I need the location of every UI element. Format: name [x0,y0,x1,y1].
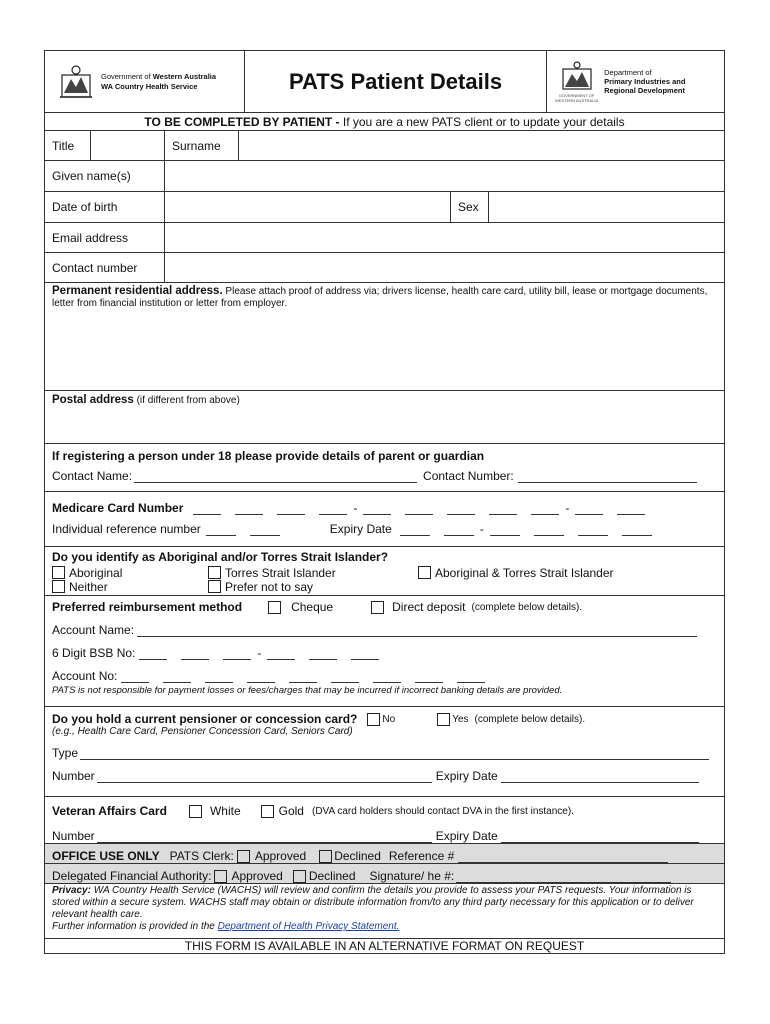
signature-field[interactable] [456,872,671,883]
delegated-label: Delegated Financial Authority: [52,869,212,883]
pension-number-label: Number [52,769,95,783]
pension-yes-checkbox[interactable] [437,713,450,726]
neither-opt: Neither [69,580,108,594]
title-surname-row [45,131,724,161]
contact-label: Contact number [52,260,138,275]
residential-address-section[interactable] [45,283,724,391]
banner-text: If you are a new PATS client or to update your details [339,114,625,129]
postal-label: Postal address [52,394,134,406]
dept-line-3: Regional Development [604,86,685,95]
reimbursement-label: Preferred reimbursement method [52,600,243,614]
direct-deposit-note: (complete below details). [471,601,583,613]
account-name-field[interactable] [137,626,697,637]
signature-label: Signature/ he #: [369,869,455,883]
banner-bold: TO BE COMPLETED BY PATIENT - [144,114,340,129]
medicare-label: Medicare Card Number [52,501,184,515]
veteran-section [45,797,724,844]
wa-crest-icon [59,63,93,101]
alt-format-footer: THIS FORM IS AVAILABLE IN AN ALTERNATIVE FORMAT ON REQUEST [184,939,585,953]
privacy-statement-link[interactable]: Department of Health Privacy Statement. [217,921,400,932]
guardian-number-label: Contact Number: [423,469,514,483]
delegated-approved-label: Approved [231,869,283,883]
guardian-section [45,444,724,492]
wa-gov-logo [45,51,245,112]
completion-banner [45,113,724,131]
pension-expiry-field[interactable] [501,772,699,783]
pension-type-field[interactable] [80,749,709,760]
dept-crest-icon [559,61,595,93]
guardian-heading: If registering a person under 18 please provide details of parent or guardian [52,449,485,463]
veteran-expiry-field[interactable] [501,832,699,843]
reimbursement-section: Preferred reimbursement method Cheque Direct deposit (complete below details). Account Name: 6 Digit BSB No: - Account No: PATS is not responsible for payment losses or fees/charges that may be incurred if incorrect banking details are provided. [45,596,724,707]
residential-note: Please attach proof of address via; drivers license, health care card, utility bill, lease or mortgage documents, letter from financial institution or letter from employer. [52,286,708,309]
delegated-approved-checkbox[interactable] [214,870,227,883]
email-label: Email address [52,230,129,245]
pats-form [44,50,725,954]
postal-note: (if different from above) [133,395,240,406]
pension-question: Do you hold a current pensioner or concession card? [52,712,358,726]
neither-checkbox[interactable] [52,580,65,593]
pension-type-label: Type [52,746,79,760]
delegated-declined-label: Declined [308,869,356,883]
prefer-not-checkbox[interactable] [208,580,221,593]
office-use-section [45,844,724,884]
gov-prefix: Government of [101,71,151,81]
account-no-label: Account No: [52,669,118,683]
both-opt: Aboriginal & Torres Strait Islander [435,566,614,580]
privacy-section [45,884,724,939]
dob-field[interactable] [165,192,451,222]
sex-label: Sex [458,200,479,214]
pension-yes-label: Yes [452,713,469,725]
dob-label: Date of birth [52,200,118,214]
residential-label: Permanent residential address. [52,285,223,297]
guardian-number-field[interactable] [518,472,697,483]
guardian-name-label: Contact Name: [52,469,133,483]
privacy-further: Further information is provided in the [52,921,215,932]
form-header [45,51,724,113]
aboriginal-checkbox[interactable] [52,566,65,579]
veteran-white-label: White [209,804,241,818]
reference-label: Reference # [388,849,455,863]
gov-bold: Western Australia [152,71,217,81]
veteran-gold-checkbox[interactable] [261,805,274,818]
title-field[interactable] [91,131,165,160]
office-use-label: OFFICE USE ONLY [52,849,160,863]
dob-row [45,192,724,223]
clerk-declined-label: Declined [334,849,381,863]
pension-yes-note: (complete below details). [474,713,586,725]
clerk-label: PATS Clerk: [169,849,234,863]
page-title: PATS Patient Details [288,68,503,94]
pension-expiry-label: Expiry Date [435,769,498,783]
surname-label: Surname [172,138,221,153]
veteran-white-checkbox[interactable] [189,805,202,818]
title-label: Title [52,138,75,153]
surname-field[interactable] [239,131,724,160]
privacy-label: Privacy: [52,885,91,896]
privacy-text: WA Country Health Service (WACHS) will review and confirm the details you provide to assess your PATS requests. Your information is stored within a secure system. WACHS staff may obtain or distribute information from/to any third party necessary for this application or to deliver relevant health care. [52,885,694,920]
bsb-label: 6 Digit BSB No: [52,646,136,660]
sex-field[interactable] [489,192,724,222]
dept-line-1: Department of [604,68,652,77]
pension-no-checkbox[interactable] [367,713,380,726]
pension-examples: (e.g., Health Care Card, Pensioner Concession Card, Seniors Card) [52,726,353,737]
given-name-label: Given name(s) [52,169,131,183]
pension-section [45,707,724,797]
account-name-label: Account Name: [52,623,135,637]
torres-opt: Torres Strait Islander [225,566,336,580]
pension-no-label: No [382,713,396,725]
clerk-declined-checkbox[interactable] [319,850,332,863]
medicare-ref-label: Individual reference number [52,522,201,536]
reference-field[interactable] [458,852,668,863]
postal-address-section[interactable] [45,391,724,444]
dept-small-2: WESTERN AUSTRALIA [555,97,599,103]
veteran-label: Veteran Affairs Card [52,804,167,818]
direct-deposit-checkbox[interactable] [371,601,384,614]
torres-checkbox[interactable] [208,566,221,579]
clerk-approved-label: Approved [254,849,307,863]
veteran-number-label: Number [52,829,95,843]
email-field[interactable] [165,223,724,252]
veteran-number-field[interactable] [97,832,432,843]
aboriginal-section [45,547,724,596]
delegated-declined-checkbox[interactable] [293,870,306,883]
medicare-section: Medicare Card Number - - Individual reference number Expiry Date - [45,492,724,547]
aboriginal-opt: Aboriginal [69,566,123,580]
prefer-not-opt: Prefer not to say [225,580,314,594]
dept-line-2: Primary Industries and [604,77,686,86]
veteran-gold-label: Gold [278,804,304,818]
veteran-expiry-label: Expiry Date [435,829,498,843]
banking-disclaimer: PATS is not responsible for payment losses or fees/charges that may be incurred if incorrect banking details are provided. [52,685,563,696]
aboriginal-question: Do you identify as Aboriginal and/or Torres Strait Islander? [52,550,389,564]
guardian-name-field[interactable] [134,472,417,483]
email-row [45,223,724,253]
medicare-expiry-label: Expiry Date [329,522,392,536]
contact-field[interactable] [165,253,724,282]
cheque-checkbox[interactable] [268,601,281,614]
wachs-name: WA Country Health Service [101,81,198,91]
dpird-logo [547,51,724,112]
both-checkbox[interactable] [418,566,431,579]
cheque-label: Cheque [291,600,334,614]
given-name-row [45,161,724,192]
dept-small-1: GOVERNMENT OF [558,92,595,98]
given-name-field[interactable] [165,161,724,191]
clerk-approved-checkbox[interactable] [237,850,250,863]
contact-row [45,253,724,283]
pension-number-field[interactable] [97,772,432,783]
veteran-note: (DVA card holders should contact DVA in the first instance). [311,805,574,817]
direct-deposit-label: Direct deposit [392,600,466,614]
